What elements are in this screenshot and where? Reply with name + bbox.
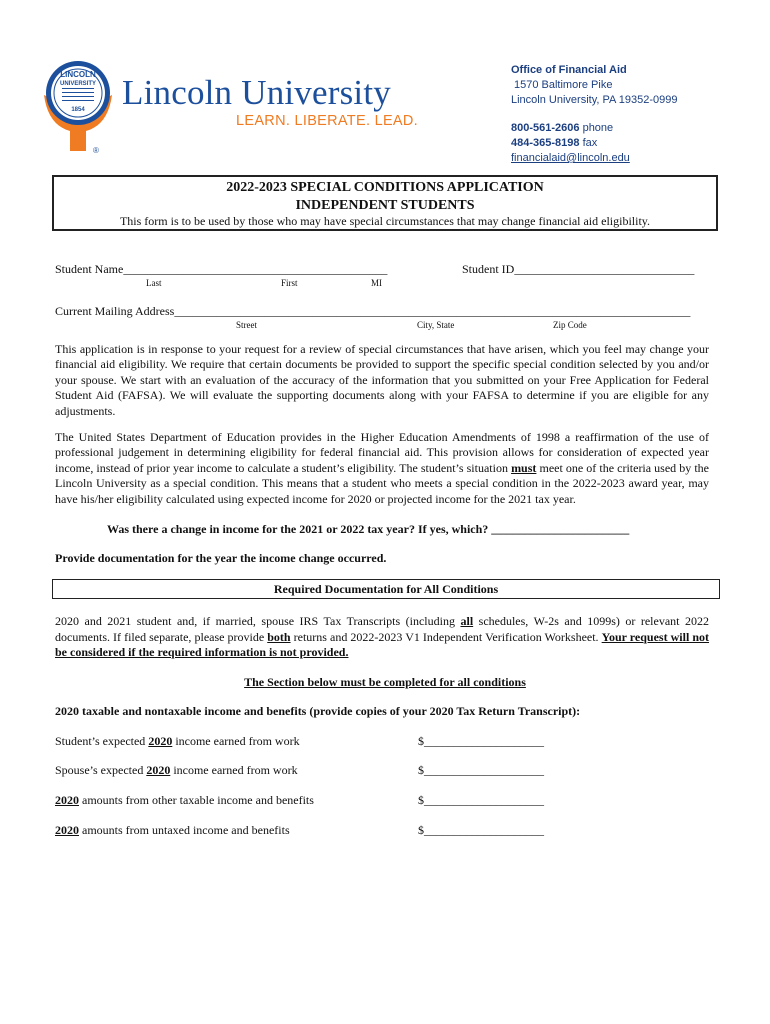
university-tagline: LEARN. LIBERATE. LEAD. — [236, 113, 419, 129]
section-note: The Section below must be completed for all conditions — [244, 675, 526, 689]
required-documentation-text — [55, 614, 709, 661]
all-emphasis: all — [460, 614, 474, 628]
student-name-label: Student Name — [55, 262, 124, 276]
email-link[interactable]: financialaid@lincoln.edu — [511, 152, 630, 164]
provide-documentation-note: Provide documentation for the year the income change occurred. — [55, 551, 387, 565]
phone-number: 800-561-2606 — [511, 122, 580, 134]
income-amount-field[interactable]: $____________________ — [418, 763, 544, 777]
income-row-post: income earned from work — [170, 763, 298, 777]
office-city: Lincoln University, PA 19352-0999 — [511, 94, 678, 106]
svg-text:LINCOLN: LINCOLN — [60, 70, 96, 79]
mi-label: MI — [371, 278, 382, 288]
fax-label: fax — [579, 137, 598, 149]
regulation-text-b: meet one of the criteria used by the Lincoln University as a special condition. This means that a student who meets a special condition in the 2022-2023 award year, may have his/her eligibility calculated using expected income for 2020 or projected income for the 2021 tax year. — [55, 460, 710, 506]
income-amount-field[interactable]: $____________________ — [418, 734, 544, 748]
fax-number: 484-365-8198 — [511, 137, 580, 149]
office-block — [511, 63, 678, 166]
income-row-pre: Spouse’s expected — [55, 763, 147, 777]
svg-text:UNIVERSITY: UNIVERSITY — [59, 81, 97, 87]
street-label: Street — [236, 320, 257, 330]
income-row-post: income earned from work — [172, 734, 300, 748]
mailing-address-label: Current Mailing Address — [55, 304, 175, 318]
required-text-c: returns and 2022-2023 V1 Independent Verification Worksheet. — [290, 629, 602, 644]
regulation-text-a: The United States Department of Education provides in the Higher Education Amendments of 1998 a reaffirmation of the use of professional judgement in determining eligibility for federal financial aid. This provision allows for consideration of expected year income, instead of prior year income to calculate a student’s eligibility. The student’s situation — [55, 430, 709, 475]
income-amount-field[interactable]: $____________________ — [418, 823, 544, 837]
mailing-address-blank[interactable]: ______________________________________________________________________________________ — [174, 304, 691, 318]
income-row-label — [55, 823, 290, 838]
required-text-b: schedules, W-2s and 1099s) or relevant 2022 documents. If filed separate, please provide — [55, 614, 709, 644]
intro-paragraph: This application is in response to your request for a review of special circumstances that have arisen, which you feel may change your financial aid eligibility. We require that certain documents be provided to support the specific special condition selected by you and/or your spouse. We start with an evaluation of the accuracy of the information that you submitted on your Free Application for Federal Student Aid (FAFSA). We will evaluate the supporting documents along with your FAFSA to determine if you are eligible for any adjustments. — [55, 342, 709, 418]
income-change-question[interactable]: Was there a change in income for the 2021 or 2022 tax year? If yes, which? _______________________ — [107, 522, 630, 536]
income-heading: 2020 taxable and nontaxable income and benefits (provide copies of your 2020 Tax Return Transcript): — [55, 704, 581, 718]
student-name-blank[interactable]: ____________________________________________ — [123, 262, 388, 276]
income-row-year: 2020 — [55, 793, 79, 807]
income-amount-field[interactable]: $____________________ — [418, 793, 544, 807]
income-row-label — [55, 793, 314, 808]
income-row-post: amounts from other taxable income and benefits — [79, 793, 314, 807]
income-row-label — [55, 734, 300, 749]
university-seal-logo — [40, 55, 118, 155]
student-id-blank[interactable]: ______________________________ — [514, 262, 695, 276]
first-label: First — [281, 278, 298, 288]
income-row-post: amounts from untaxed income and benefits — [79, 823, 290, 837]
form-title-sub: INDEPENDENT STUDENTS — [295, 198, 475, 213]
form-description: This form is to be used by those who may have special circumstances that may change financial aid eligibility. — [119, 214, 651, 228]
form-title: 2022-2023 SPECIAL CONDITIONS APPLICATION — [226, 180, 544, 195]
income-row-year: 2020 — [146, 763, 171, 777]
regulation-paragraph — [55, 430, 709, 507]
income-row-pre: Student’s expected — [55, 734, 149, 748]
must-emphasis: must — [511, 460, 537, 475]
phone-label: phone — [579, 122, 614, 134]
title-box — [52, 175, 718, 231]
student-id-field[interactable] — [462, 262, 694, 277]
svg-text:1854: 1854 — [71, 107, 85, 113]
office-title: Office of Financial Aid — [511, 64, 627, 76]
mailing-address-field[interactable] — [55, 304, 715, 319]
office-street: 1570 Baltimore Pike — [514, 79, 613, 91]
both-emphasis: both — [267, 629, 291, 644]
city-state-label: City, State — [417, 320, 455, 330]
last-label: Last — [146, 278, 162, 288]
required-text-a: 2020 and 2021 student and, if married, spouse IRS Tax Transcripts (including — [55, 614, 461, 628]
income-row-year: 2020 — [148, 734, 173, 748]
student-name-field[interactable] — [55, 262, 387, 277]
registered-mark: ® — [93, 146, 99, 155]
zip-label: Zip Code — [553, 320, 587, 330]
student-id-label: Student ID — [462, 262, 515, 276]
income-row-label — [55, 763, 298, 778]
required-documentation-box: Required Documentation for All Conditions — [52, 579, 720, 599]
university-name: Lincoln University — [122, 73, 391, 112]
income-row-year: 2020 — [55, 823, 79, 837]
required-warning: Your request will not be considered if the required information is not provided. — [55, 629, 710, 659]
